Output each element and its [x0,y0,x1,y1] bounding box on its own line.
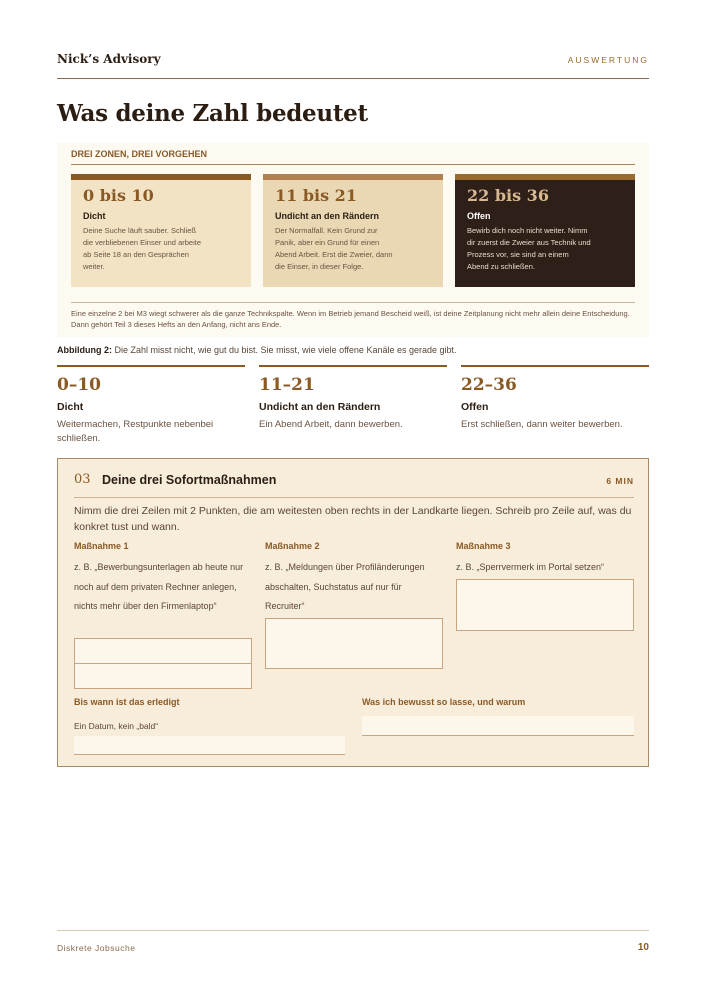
summary-range: 22–36 [461,375,517,395]
task-intro: Nimm die drei Zeilen mit 2 Punkten, die am weitesten oben rechts in der Landkarte liegen. Schreib pro Zeile auf, was du konkret tust und wann. [74,505,632,533]
measure-title: Maßnahme 3 [456,541,511,551]
task-number: 03 [74,472,91,487]
keep-input[interactable] [362,716,634,736]
zone-card-open [455,174,635,287]
section-tag: AUSWERTUNG [567,55,649,65]
deadline-hint: Ein Datum, kein „bald“ [74,721,159,731]
zone-label: Offen [467,211,491,221]
summary-column-dense [57,365,245,446]
summary-column-open [461,365,649,432]
measure-hint: z. B. „Meldungen über Profiländerungen abschalten, Suchstatus auf nur für Recruiter“ [265,562,425,611]
summary-label: Offen [461,401,489,413]
page-footer [57,930,649,953]
figure-caption [57,345,649,355]
zone-description: Bewirb dich noch nicht weiter. Nimm dir zuerst die Zweier aus Technik und Prozess vor, sie sind an einem Abend zu schließen. [467,226,591,271]
measure-hint: z. B. „Bewerbungsunterlagen ab heute nur noch auf dem privaten Rechner anlegen, nichts mehr über den Firmenlaptop“ [74,562,244,611]
figure-heading: DREI ZONEN, DREI VORGEHEN [71,149,635,165]
summary-label: Dicht [57,401,84,413]
zone-description: Der Normalfall. Kein Grund zur Panik, aber ein Grund für einen Abend Arbeit. Erst die Zweier, dann die Einser, in dieser Folge. [275,226,393,271]
zone-range: 22 bis 36 [467,186,549,205]
measure-1-input[interactable] [74,638,252,689]
task-worksheet [57,458,649,767]
caption-label: Abbildung 2: [57,345,112,355]
summary-description: Weitermachen, Restpunkte nebenbei schließen. [57,419,214,444]
zone-label: Dicht [83,211,106,221]
summary-description: Ein Abend Arbeit, dann bewerben. [259,419,403,430]
measure-2 [265,541,443,617]
zone-card-leaky [263,174,443,287]
measure-title: Maßnahme 2 [265,541,320,551]
figure-note: Eine einzelne 2 bei M3 wiegt schwerer als die ganze Technikspalte. Wenn im Betrieb jemand Bescheid weiß, ist deine Zeitplanung nicht mehr allein deine Entscheidung. Dann gehört Teil 3 dieses Hefts an den Anfang, nicht ans Ende. [71,302,635,330]
page-title: Was deine Zahl bedeutet [57,100,368,127]
measure-3-input[interactable] [456,579,634,631]
summary-description: Erst schließen, dann weiter bewerben. [461,419,623,430]
measure-hint: z. B. „Sperrvermerk im Portal setzen“ [456,562,605,572]
brand-name: Nick’s Advisory [57,52,161,66]
footer-title: Diskrete Jobsuche [57,943,136,953]
summary-column-leaky [259,365,447,432]
measure-3 [456,541,634,578]
caption-text: Die Zahl misst nicht, wie gut du bist. Sie misst, wie viele offene Kanäle es gerade gibt. [112,345,457,355]
zone-range: 0 bis 10 [83,186,154,205]
zone-description: Deine Suche läuft sauber. Schließ die verbliebenen Einser und arbeite ab Seite 18 an den Gesprächen weiter. [83,226,201,271]
measure-1 [74,541,252,617]
deadline-title: Bis wann ist das erledigt [74,697,180,707]
task-title: Deine drei Sofortmaßnahmen [102,473,277,487]
summary-range: 11–21 [259,375,315,395]
zone-range: 11 bis 21 [275,186,357,205]
task-header [74,472,634,498]
summary-label: Undicht an den Rändern [259,401,381,413]
page-number: 10 [637,942,649,953]
zone-card-dense [71,174,251,287]
task-duration: 6 MIN [606,476,634,486]
input-divider [75,663,251,664]
zone-label: Undicht an den Rändern [275,211,380,221]
deadline-input[interactable] [74,736,345,755]
summary-range: 0–10 [57,375,101,395]
page-header [57,52,649,79]
keep-title: Was ich bewusst so lasse, und warum [362,697,526,707]
measure-title: Maßnahme 1 [74,541,129,551]
zones-figure [57,143,649,337]
measure-2-input[interactable] [265,618,443,669]
